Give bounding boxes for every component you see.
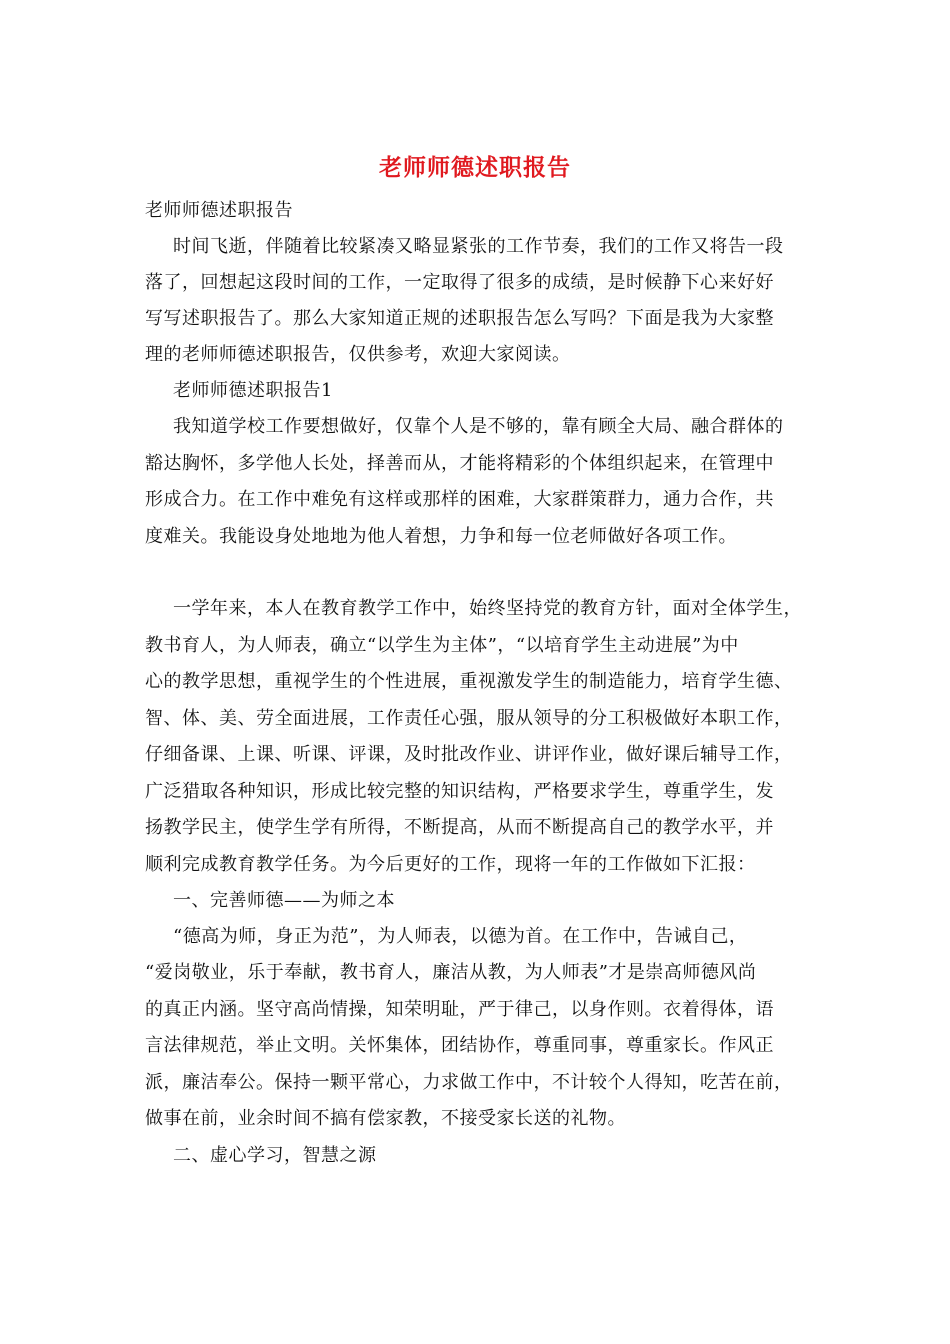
text-line: 智、体、美、劳全面进展，工作责任心强，服从领导的分工积极做好本职工作，: [145, 708, 793, 729]
text-line: 派，廉洁奉公。保持一颗平常心，力求做工作中，不计较个人得知，吃苦在前，: [145, 1072, 793, 1093]
text-line: 写写述职报告了。那么大家知道正规的述职报告怎么写吗？下面是我为大家整: [145, 308, 774, 329]
text-line: 度难关。我能设身处地地为他人着想，力争和每一位老师做好各项工作。: [145, 526, 737, 547]
text-line: 一学年来，本人在教育教学工作中，始终坚持党的教育方针，面对全体学生，: [173, 598, 802, 619]
text-line: 理的老师师德述职报告，仅供参考，欢迎大家阅读。: [145, 344, 571, 365]
text-line: 形成合力。在工作中难免有这样或那样的困难，大家群策群力，通力合作，共: [145, 489, 774, 510]
text-line: 广泛猎取各种知识，形成比较完整的知识结构，严格要求学生，尊重学生，发: [145, 781, 774, 802]
text-line: 扬教学民主，使学生学有所得，不断提高，从而不断提高自己的教学水平，并: [145, 817, 774, 838]
document-title: 老师师德述职报告: [379, 154, 571, 181]
section-heading: 一、完善师德——为师之本: [173, 890, 395, 911]
text-line: 心的教学思想，重视学生的个性进展，重视激发学生的制造能力，培育学生德、: [145, 671, 793, 692]
text-line: 豁达胸怀，多学他人长处，择善而从，才能将精彩的个体组织起来，在管理中: [145, 453, 774, 474]
text-line: 做事在前，业余时间不搞有偿家教，不接受家长送的礼物。: [145, 1108, 626, 1129]
text-line: “爱岗敬业，乐于奉献，教书育人，廉洁从教，为人师表”才是崇高师德风尚: [145, 962, 757, 983]
text-line: 的真正内涵。坚守高尚情操，知荣明耻，严于律己，以身作则。衣着得体，语: [145, 999, 774, 1020]
subtitle-line: 老师师德述职报告: [145, 200, 293, 221]
section-heading: 二、虚心学习，智慧之源: [173, 1145, 377, 1166]
text-line: 仔细备课、上课、听课、评课，及时批改作业、讲评作业，做好课后辅导工作，: [145, 744, 793, 765]
section-heading: 老师师德述职报告1: [173, 380, 333, 401]
text-line: 时间飞逝，伴随着比较紧凑又略显紧张的工作节奏，我们的工作又将告一段: [173, 236, 784, 257]
text-line: 落了，回想起这段时间的工作，一定取得了很多的成绩，是时候静下心来好好: [145, 272, 774, 293]
text-line: “德高为师，身正为范”，为人师表，以德为首。在工作中，告诫自己，: [173, 926, 748, 947]
text-line: 顺利完成教育教学任务。为今后更好的工作，现将一年的工作做如下汇报：: [145, 854, 756, 875]
text-line: 我知道学校工作要想做好，仅靠个人是不够的，靠有顾全大局、融合群体的: [173, 416, 784, 437]
text-line: 言法律规范，举止文明。关怀集体，团结协作，尊重同事，尊重家长。作风正: [145, 1035, 774, 1056]
text-line: 教书育人，为人师表，确立“以学生为主体”，“以培育学生主动进展”为中: [145, 635, 739, 656]
